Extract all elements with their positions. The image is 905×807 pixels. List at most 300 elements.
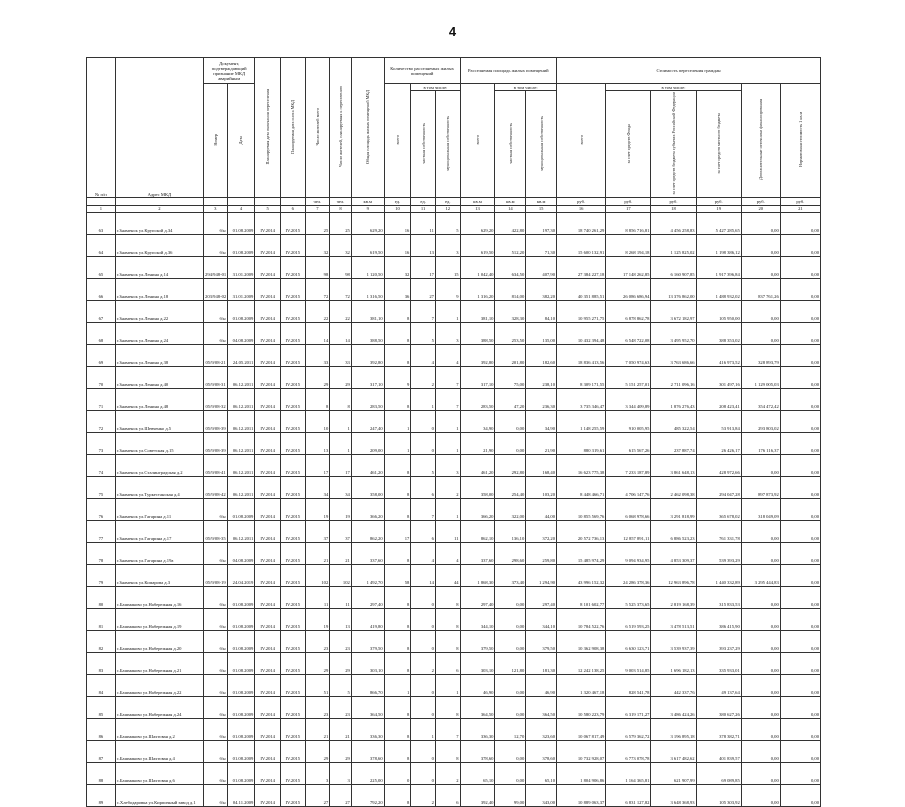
table-cell: IV.2014: [255, 300, 281, 322]
table-row: [87, 498, 821, 520]
table-cell: 0,00: [741, 454, 780, 476]
table-cell: 0,00: [780, 542, 820, 564]
column-number-cell: 11: [411, 205, 436, 212]
units-row: [87, 197, 821, 205]
table-cell: 17 148 262,85: [606, 256, 651, 278]
address-cell: г.Знаменск ул.Комарова д.3: [115, 564, 203, 586]
column-number-cell: 15: [526, 205, 557, 212]
table-cell: 0,00: [495, 586, 526, 608]
address-cell: с.Башмаково ул.Набережная д.22: [115, 674, 203, 696]
table-row: [87, 696, 821, 718]
table-cell: 6: [435, 784, 460, 806]
table-cell: IV.2015: [281, 586, 306, 608]
table-cell: 05/9/08-42: [204, 476, 228, 498]
table-cell: 8: [384, 476, 411, 498]
table-cell: 3: [435, 454, 460, 476]
address-cell: г.Знаменск ул.Крупской д.34: [115, 212, 203, 234]
table-cell: 01.08.2009: [227, 300, 255, 322]
table-cell: 17: [384, 520, 411, 542]
table-cell: 0,00: [780, 520, 820, 542]
table-cell: 3 735 346,47: [557, 388, 606, 410]
table-row: [87, 234, 821, 256]
table-cell: 303,10: [351, 652, 384, 674]
table-cell: 380 627,26: [696, 696, 741, 718]
table-cell: 388 353,02: [696, 322, 741, 344]
table-cell: 3 344 409,89: [606, 388, 651, 410]
unit-cell: кв.м: [495, 197, 526, 205]
table-cell: 0,00: [780, 608, 820, 630]
table-cell: 1 488 932,02: [696, 278, 741, 300]
table-cell: 0: [411, 740, 436, 762]
table-cell: 1 876 276,43: [651, 388, 696, 410]
unit-cell: кв.м: [460, 197, 495, 205]
table-cell: б/н: [204, 718, 228, 740]
table-cell: 136,10: [495, 520, 526, 542]
address-cell: г.Знаменск ул.Сталинградская д.2: [115, 454, 203, 476]
col-doc-number: Номер: [212, 133, 218, 146]
table-cell: 7: [411, 498, 436, 520]
table-cell: 7 233 187,89: [606, 454, 651, 476]
table-cell: 01.08.2009: [227, 696, 255, 718]
table-cell: 381,10: [351, 300, 384, 322]
table-cell: 10 955 271,75: [557, 300, 606, 322]
table-cell: 0,00: [780, 498, 820, 520]
table-cell: 15: [435, 256, 460, 278]
table-cell: IV.2015: [281, 212, 306, 234]
table-cell: 01.08.2009: [227, 718, 255, 740]
table-cell: 1 129 005,03: [741, 366, 780, 388]
table-cell: 0,00: [780, 410, 820, 432]
table-cell: 378,60: [460, 740, 495, 762]
table-cell: 6 579 362,72: [606, 718, 651, 740]
table-cell: 0,00: [780, 718, 820, 740]
table-cell: б/н: [204, 322, 228, 344]
table-cell: 05/9/08-35: [204, 520, 228, 542]
table-cell: 0,00: [780, 674, 820, 696]
table-cell: IV.2014: [255, 630, 281, 652]
table-cell: 379,50: [460, 630, 495, 652]
table-cell: IV.2015: [281, 652, 306, 674]
table-cell: б/н: [204, 608, 228, 630]
table-cell: 337,60: [460, 542, 495, 564]
table-cell: 0: [411, 630, 436, 652]
table-cell: б/н: [204, 498, 228, 520]
table-cell: 4: [435, 542, 460, 564]
table-cell: 0: [411, 432, 436, 454]
table-cell: 71: [87, 388, 116, 410]
table-cell: IV.2014: [255, 234, 281, 256]
table-cell: 442 337,76: [651, 674, 696, 696]
table-cell: 10 784 522,76: [557, 608, 606, 630]
table-cell: IV.2014: [255, 410, 281, 432]
table-cell: 16: [384, 234, 411, 256]
table-cell: 897 873,92: [741, 476, 780, 498]
address-cell: г.Знаменск ул.Советская д.15: [115, 432, 203, 454]
address-cell: г.Знаменск ул.Гагарина д.11: [115, 498, 203, 520]
col-planned-demolish: Планируемая дата сноса МКД: [290, 99, 296, 154]
table-cell: 619,50: [351, 234, 384, 256]
table-cell: 1: [384, 410, 411, 432]
table-cell: 328 893,79: [741, 344, 780, 366]
table-cell: 49 137,64: [696, 674, 741, 696]
table-cell: 317,10: [460, 366, 495, 388]
table-cell: 181,30: [526, 652, 557, 674]
table-cell: 3 672 182,97: [651, 300, 696, 322]
table-cell: 3 486 424,26: [651, 696, 696, 718]
col-rooms-group: Количество расселяемых жилых помещений: [384, 58, 460, 84]
table-cell: 29: [305, 366, 330, 388]
table-cell: 23: [330, 630, 352, 652]
table-cell: 06.12.2011: [227, 520, 255, 542]
table-cell: IV.2015: [281, 784, 306, 806]
table-cell: 99,00: [495, 784, 526, 806]
table-cell: IV.2014: [255, 212, 281, 234]
table-cell: 0,00: [780, 366, 820, 388]
table-cell: 29: [330, 652, 352, 674]
table-cell: 0,00: [741, 762, 780, 784]
address-cell: с.Башмаково ул.Набережная д.21: [115, 652, 203, 674]
table-cell: 24.05.2011: [227, 344, 255, 366]
table-cell: 10 362 908,38: [557, 630, 606, 652]
table-cell: 0: [411, 674, 436, 696]
table-cell: 1 917 396,84: [696, 256, 741, 278]
unit-cell: руб.: [651, 197, 696, 205]
table-cell: IV.2014: [255, 322, 281, 344]
table-cell: 0,00: [741, 586, 780, 608]
table-cell: 8: [384, 344, 411, 366]
table-cell: 8: [384, 498, 411, 520]
table-cell: 10 580 223,79: [557, 696, 606, 718]
table-cell: 236,30: [526, 388, 557, 410]
table-cell: 23: [330, 696, 352, 718]
table-cell: 01.08.2009: [227, 630, 255, 652]
table-cell: 1: [435, 498, 460, 520]
table-cell: 29: [330, 740, 352, 762]
table-cell: 8: [435, 608, 460, 630]
table-cell: 1: [435, 300, 460, 322]
table-cell: 4 456 258,83: [651, 212, 696, 234]
table-cell: 0,00: [780, 454, 820, 476]
table-cell: 1 804 906,86: [557, 762, 606, 784]
table-cell: 37: [305, 520, 330, 542]
table-cell: 36: [384, 278, 411, 300]
table-cell: 67: [87, 300, 116, 322]
table-cell: б/н: [204, 674, 228, 696]
table-cell: 1: [435, 674, 460, 696]
table-cell: 12,70: [495, 718, 526, 740]
table-cell: 1 125 825,02: [651, 234, 696, 256]
table-cell: 372,20: [526, 520, 557, 542]
table-cell: 18 836 413,56: [557, 344, 606, 366]
table-cell: 06.12.2011: [227, 388, 255, 410]
table-cell: 21: [330, 542, 352, 564]
table-cell: 0,00: [495, 432, 526, 454]
table-cell: 837 761,26: [741, 278, 780, 300]
table-cell: 428 972,66: [696, 454, 741, 476]
table-cell: 11: [411, 212, 436, 234]
table-cell: 1 042,40: [460, 256, 495, 278]
table-cell: 2: [411, 366, 436, 388]
table-cell: 14: [411, 564, 436, 586]
address-cell: с.Башмаково ул.Набережная д.20: [115, 630, 203, 652]
table-cell: 283,50: [351, 388, 384, 410]
table-cell: IV.2014: [255, 388, 281, 410]
table-cell: 74: [87, 454, 116, 476]
table-body: [87, 212, 821, 806]
table-cell: 2: [435, 476, 460, 498]
table-cell: 1 148 255,59: [557, 410, 606, 432]
table-cell: 40 351 885,51: [557, 278, 606, 300]
table-cell: 0,00: [495, 762, 526, 784]
unit-cell: [87, 197, 116, 205]
table-cell: 485 322,54: [651, 410, 696, 432]
table-cell: IV.2014: [255, 278, 281, 300]
table-cell: 0,00: [495, 608, 526, 630]
table-cell: 254,40: [495, 476, 526, 498]
column-number-cell: 1: [87, 205, 116, 212]
table-cell: 31.01.2009: [227, 256, 255, 278]
table-cell: 32: [305, 234, 330, 256]
table-cell: 44: [435, 564, 460, 586]
table-header: [87, 58, 821, 213]
table-cell: 3 617 482,62: [651, 740, 696, 762]
table-cell: 71,30: [526, 234, 557, 256]
table-cell: 83: [87, 652, 116, 674]
col-extra: Дополнительные источники финансирования: [758, 99, 764, 181]
table-cell: 0: [411, 410, 436, 432]
table-cell: 05/9/08-41: [204, 454, 228, 476]
table-cell: 0,00: [780, 278, 820, 300]
table-cell: 373,40: [495, 564, 526, 586]
table-cell: 6 886 523,23: [651, 520, 696, 542]
table-cell: 16: [384, 212, 411, 234]
table-cell: 27: [411, 278, 436, 300]
table-cell: 10: [305, 410, 330, 432]
table-cell: 0,00: [741, 630, 780, 652]
table-cell: 58: [384, 564, 411, 586]
table-cell: 51: [305, 674, 330, 696]
table-cell: IV.2014: [255, 432, 281, 454]
table-cell: 0: [384, 762, 411, 784]
table-cell: 33: [330, 344, 352, 366]
table-cell: 364,50: [526, 696, 557, 718]
table-cell: 1: [435, 432, 460, 454]
table-cell: 8: [435, 696, 460, 718]
table-cell: 105 950,00: [696, 300, 741, 322]
table-cell: IV.2014: [255, 366, 281, 388]
table-cell: 46,90: [460, 674, 495, 696]
column-number-cell: 5: [255, 205, 281, 212]
unit-cell: чел.: [330, 197, 352, 205]
table-row: [87, 740, 821, 762]
column-number-cell: 8: [330, 205, 352, 212]
table-cell: 98: [305, 256, 330, 278]
table-cell: 8 101 602,77: [557, 586, 606, 608]
table-cell: IV.2015: [281, 674, 306, 696]
table-cell: 910 005,95: [606, 410, 651, 432]
table-cell: 85: [87, 696, 116, 718]
table-cell: IV.2015: [281, 498, 306, 520]
address-cell: г.Знаменск ул.Туркестанская д.4: [115, 476, 203, 498]
table-cell: 8 268 194,18: [606, 234, 651, 256]
table-cell: 0,00: [780, 476, 820, 498]
table-cell: 78: [87, 542, 116, 564]
table-cell: 293 803,02: [741, 410, 780, 432]
table-cell: 13: [305, 432, 330, 454]
unit-cell: руб.: [606, 197, 651, 205]
table-cell: 294 047,28: [696, 476, 741, 498]
col-residents-resettle: Число жителей, планируемых к переселению: [338, 86, 344, 168]
table-cell: 629,20: [351, 212, 384, 234]
column-number-cell: 14: [495, 205, 526, 212]
table-cell: 539 393,29: [696, 542, 741, 564]
table-cell: 4: [411, 542, 436, 564]
table-cell: 297,40: [526, 586, 557, 608]
table-cell: 259,80: [526, 542, 557, 564]
table-cell: 4 853 309,37: [651, 542, 696, 564]
table-cell: 354 472,42: [741, 388, 780, 410]
address-cell: г.Знаменск ул.Ленина д.18: [115, 278, 203, 300]
table-cell: 393 237,29: [696, 630, 741, 652]
table-cell: 1: [411, 388, 436, 410]
table-cell: 5: [330, 674, 352, 696]
table-cell: IV.2014: [255, 696, 281, 718]
table-cell: 3 478 513,51: [651, 608, 696, 630]
table-cell: 34,90: [526, 410, 557, 432]
table-row: [87, 542, 821, 564]
table-cell: 335 933,01: [696, 652, 741, 674]
table-cell: 866,70: [351, 674, 384, 696]
table-cell: 203/948-02: [204, 278, 228, 300]
table-cell: 3 295 444,83: [741, 564, 780, 586]
table-cell: 33: [305, 344, 330, 366]
table-cell: 3: [435, 234, 460, 256]
table-cell: 182,60: [526, 344, 557, 366]
table-cell: б/н: [204, 234, 228, 256]
table-cell: 05/9/08-19: [204, 564, 228, 586]
table-cell: 0,00: [780, 234, 820, 256]
address-cell: г.Знаменск ул.Ленина д.38: [115, 344, 203, 366]
table-cell: 2: [411, 652, 436, 674]
table-cell: 294/948-01: [204, 256, 228, 278]
table-cell: 37: [330, 520, 352, 542]
col-planned-end: Планируемая дата окончания переселения: [265, 89, 271, 165]
table-cell: 19: [330, 498, 352, 520]
table-cell: 4: [411, 344, 436, 366]
table-cell: 0,00: [780, 762, 820, 784]
table-cell: 814,00: [495, 278, 526, 300]
table-cell: 366,20: [351, 498, 384, 520]
table-cell: 297,40: [351, 586, 384, 608]
table-cell: 5 151 257,01: [606, 366, 651, 388]
table-cell: 12 963 896,78: [651, 564, 696, 586]
column-number-cell: 21: [780, 205, 820, 212]
table-cell: 6: [435, 652, 460, 674]
unit-cell: чел.: [305, 197, 330, 205]
table-cell: 27 384 227,18: [557, 256, 606, 278]
table-cell: 422,80: [495, 212, 526, 234]
table-cell: 1 492,70: [351, 564, 384, 586]
address-cell: г.Знаменск ул.Ленина д.40: [115, 366, 203, 388]
table-cell: 629,20: [460, 212, 495, 234]
column-number-cell: 10: [384, 205, 411, 212]
table-cell: 19: [305, 608, 330, 630]
address-cell: г.Знаменск ул.Ленина д.48: [115, 388, 203, 410]
table-cell: 21: [330, 718, 352, 740]
table-cell: 237 887,74: [651, 432, 696, 454]
table-cell: 0,00: [495, 740, 526, 762]
table-row: [87, 410, 821, 432]
column-number-cell: 9: [351, 205, 384, 212]
table-cell: 102: [305, 564, 330, 586]
table-cell: 34,90: [460, 410, 495, 432]
table-cell: 103,20: [526, 476, 557, 498]
table-cell: IV.2015: [281, 740, 306, 762]
table-row: [87, 454, 821, 476]
table-cell: 65,10: [526, 762, 557, 784]
table-cell: 26 426,17: [696, 432, 741, 454]
col-total-area: Общая площадь жилых помещений МКД: [365, 89, 371, 164]
table-cell: IV.2015: [281, 476, 306, 498]
table-cell: 344,10: [526, 608, 557, 630]
table-cell: IV.2014: [255, 586, 281, 608]
table-cell: 358,00: [351, 476, 384, 498]
table-cell: 0,00: [741, 718, 780, 740]
table-cell: 7: [435, 718, 460, 740]
table-cell: 21: [305, 718, 330, 740]
table-cell: 512,20: [495, 234, 526, 256]
table-cell: 0,00: [741, 520, 780, 542]
table-row: [87, 476, 821, 498]
table-cell: 69: [87, 344, 116, 366]
table-cell: 47,20: [495, 388, 526, 410]
table-cell: 8: [435, 586, 460, 608]
table-row: [87, 630, 821, 652]
table-cell: б/н: [204, 300, 228, 322]
table-row: [87, 586, 821, 608]
table-cell: 6 548 722,08: [606, 322, 651, 344]
table-cell: 0,00: [780, 740, 820, 762]
table-cell: 6 773 078,78: [606, 740, 651, 762]
table-cell: б/н: [204, 784, 228, 806]
unit-cell: ед.: [435, 197, 460, 205]
table-cell: 317,10: [351, 366, 384, 388]
table-cell: IV.2014: [255, 674, 281, 696]
table-cell: 01.08.2009: [227, 652, 255, 674]
table-cell: 23: [305, 630, 330, 652]
table-cell: 392,40: [460, 784, 495, 806]
table-cell: IV.2014: [255, 564, 281, 586]
table-cell: 1 868,30: [460, 564, 495, 586]
table-cell: 0,00: [780, 630, 820, 652]
table-cell: 8: [384, 784, 411, 806]
col-address: Адрес МКД: [115, 58, 203, 198]
table-row: [87, 278, 821, 300]
table-row: [87, 322, 821, 344]
table-cell: 14: [305, 322, 330, 344]
table-cell: 72: [305, 278, 330, 300]
table-cell: 0,00: [495, 410, 526, 432]
table-cell: IV.2015: [281, 256, 306, 278]
table-cell: 619,50: [460, 234, 495, 256]
table-cell: 297,40: [460, 586, 495, 608]
table-cell: IV.2015: [281, 520, 306, 542]
table-cell: 24 286 378,36: [606, 564, 651, 586]
table-cell: 8: [305, 388, 330, 410]
table-cell: 419,80: [351, 608, 384, 630]
unit-cell: руб.: [741, 197, 780, 205]
table-cell: 69 089,85: [696, 762, 741, 784]
